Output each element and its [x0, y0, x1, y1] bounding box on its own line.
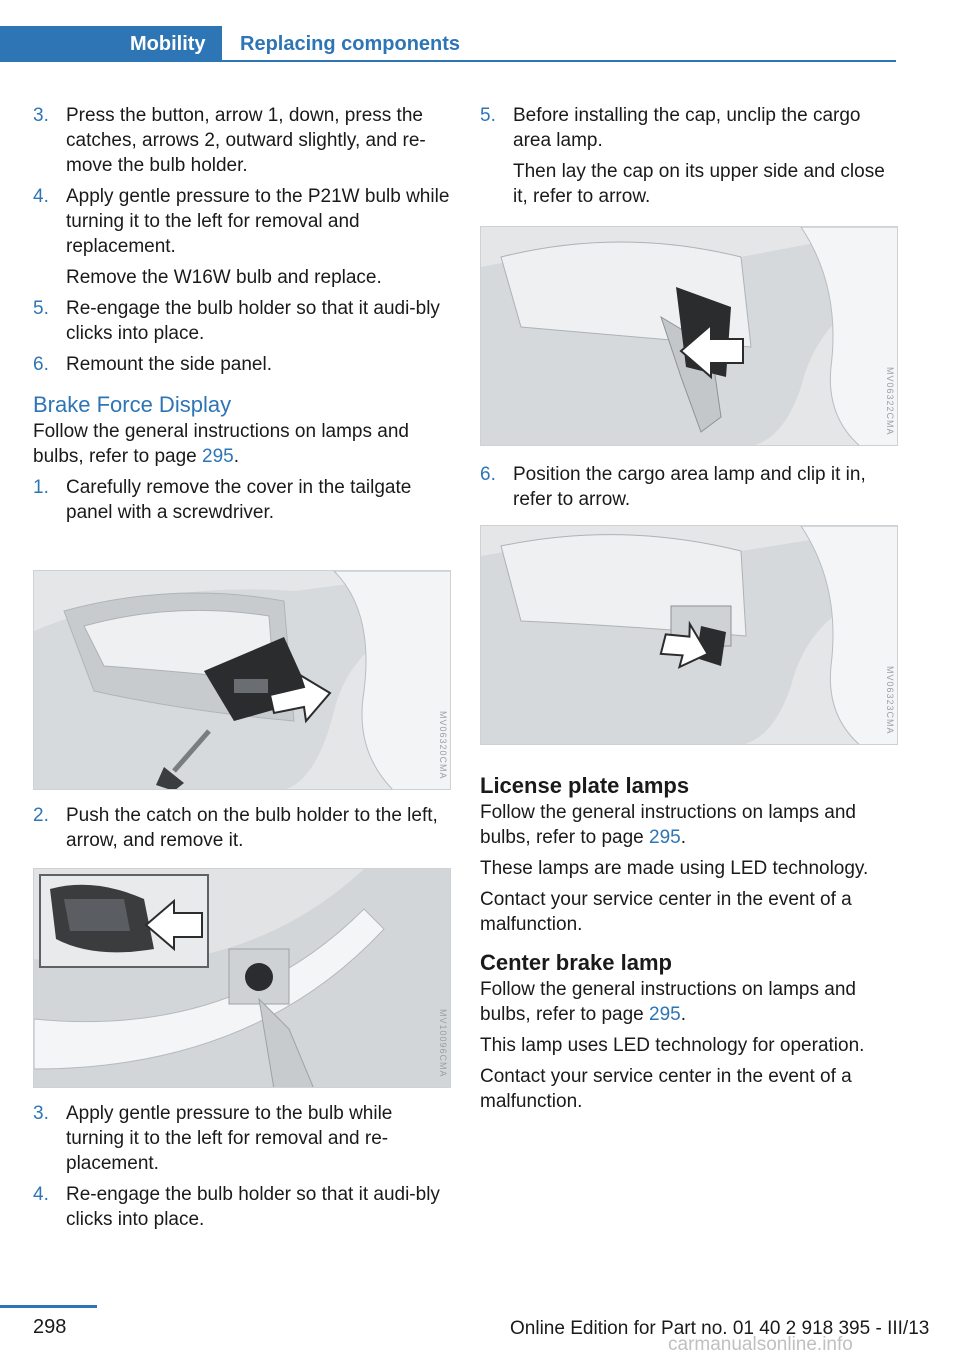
cargo-step-5	[480, 103, 900, 153]
cargo-step-6	[480, 462, 900, 512]
license-paragraph-2: Contact your service center in the event of a malfunction.	[480, 889, 852, 935]
figure-install-cap	[480, 226, 898, 446]
brake-step-1	[33, 475, 453, 525]
intro-text: Follow the general instructions on lamps and bulbs, refer to page	[33, 421, 409, 467]
step-text: Re-engage the bulb holder so that it audi-bly clicks into place.	[66, 1184, 440, 1230]
figure-remove-cover	[33, 570, 451, 790]
intro-text: Follow the general instructions on lamps and bulbs, refer to page	[480, 802, 856, 848]
step-number: 2.	[33, 805, 49, 826]
figure-position-lamp	[480, 525, 898, 745]
step-number: 5.	[480, 105, 496, 126]
step-number: 4.	[33, 1184, 49, 1205]
intro-end: .	[680, 1004, 686, 1025]
step-number: 6.	[480, 464, 496, 485]
step-3	[33, 103, 453, 178]
header-section-tab: Mobility	[0, 26, 222, 62]
brake-step-4	[33, 1182, 453, 1232]
figure-push-catch-illustration	[34, 869, 451, 1088]
figure-remove-cover-illustration	[34, 571, 451, 790]
intro-text: Follow the general instructions on lamps and bulbs, refer to page	[480, 979, 856, 1025]
figure-code: MV10096CMA	[438, 1009, 448, 1078]
figure-install-cap-illustration	[481, 227, 898, 446]
step-number: 3.	[33, 1103, 49, 1124]
center-brake-intro	[480, 977, 900, 1027]
step-number: 4.	[33, 186, 49, 207]
footer-rule	[0, 1305, 97, 1308]
figure-code: MV06323CMA	[885, 666, 895, 735]
step-text: Re-engage the bulb holder so that it audi-bly clicks into place.	[66, 298, 440, 344]
intro-end: .	[233, 446, 239, 467]
step-4-note: Remove the W16W bulb and replace.	[66, 267, 382, 288]
license-intro	[480, 800, 900, 850]
step-text: Before installing the cap, unclip the cargo area lamp.	[513, 105, 861, 151]
license-paragraph-1: These lamps are made using LED technology.	[480, 858, 869, 879]
step-number: 5.	[33, 298, 49, 319]
watermark: carmanualsonline.info	[668, 1334, 853, 1355]
figure-position-lamp-illustration	[481, 526, 898, 745]
left-column-top	[33, 103, 453, 531]
center-brake-heading: Center brake lamp	[480, 950, 672, 975]
right-column-step6	[480, 462, 900, 518]
step-6	[33, 352, 453, 377]
page-link-295[interactable]: 295	[649, 827, 681, 848]
step-text: Carefully remove the cover in the tailgate panel with a screwdriver.	[66, 477, 412, 523]
left-column-step2	[33, 803, 453, 859]
brake-force-heading: Brake Force Display	[33, 392, 232, 417]
center-brake-paragraph-1: This lamp uses LED technology for operation.	[480, 1035, 865, 1056]
step-text: Apply gentle pressure to the bulb while turning it to the left for removal and re-placement.	[66, 1103, 393, 1174]
header-subsection: Replacing components	[240, 33, 461, 55]
center-brake-paragraph-2: Contact your service center in the event of a malfunction.	[480, 1066, 852, 1112]
brake-step-3	[33, 1101, 453, 1176]
step-4	[33, 184, 453, 259]
step-text: Push the catch on the bulb holder to the left, arrow, and remove it.	[66, 805, 438, 851]
page-number: 298	[33, 1316, 67, 1338]
figure-code: MV06322CMA	[885, 367, 895, 436]
left-column-bottom	[33, 1101, 453, 1238]
step-5	[33, 296, 453, 346]
figure-push-catch	[33, 868, 451, 1088]
step-text: Remount the side panel.	[66, 354, 272, 375]
step-number: 1.	[33, 477, 49, 498]
figure-code: MV06320CMA	[438, 711, 448, 780]
page-link-295[interactable]: 295	[649, 1004, 681, 1025]
brake-step-2	[33, 803, 453, 853]
intro-end: .	[680, 827, 686, 848]
edition-note: Online Edition for Part no. 01 40 2 918 395 - III/13	[510, 1318, 930, 1339]
step-number: 3.	[33, 105, 49, 126]
page-link-295[interactable]: 295	[202, 446, 234, 467]
right-column-top	[480, 103, 900, 215]
step-number: 6.	[33, 354, 49, 375]
license-plate-heading: License plate lamps	[480, 773, 690, 798]
brake-force-intro	[33, 419, 453, 469]
step-text: Position the cargo area lamp and clip it in, refer to arrow.	[513, 464, 866, 510]
cargo-step-5-note: Then lay the cap on its upper side and close it, refer to arrow.	[513, 161, 885, 207]
step-text: Press the button, arrow 1, down, press the catches, arrows 2, outward slightly, and re-move the bulb holder.	[66, 105, 426, 176]
right-column-bottom	[480, 760, 900, 1120]
page-header	[0, 0, 896, 62]
step-text: Apply gentle pressure to the P21W bulb while turning it to the left for removal and replacement.	[66, 186, 450, 257]
